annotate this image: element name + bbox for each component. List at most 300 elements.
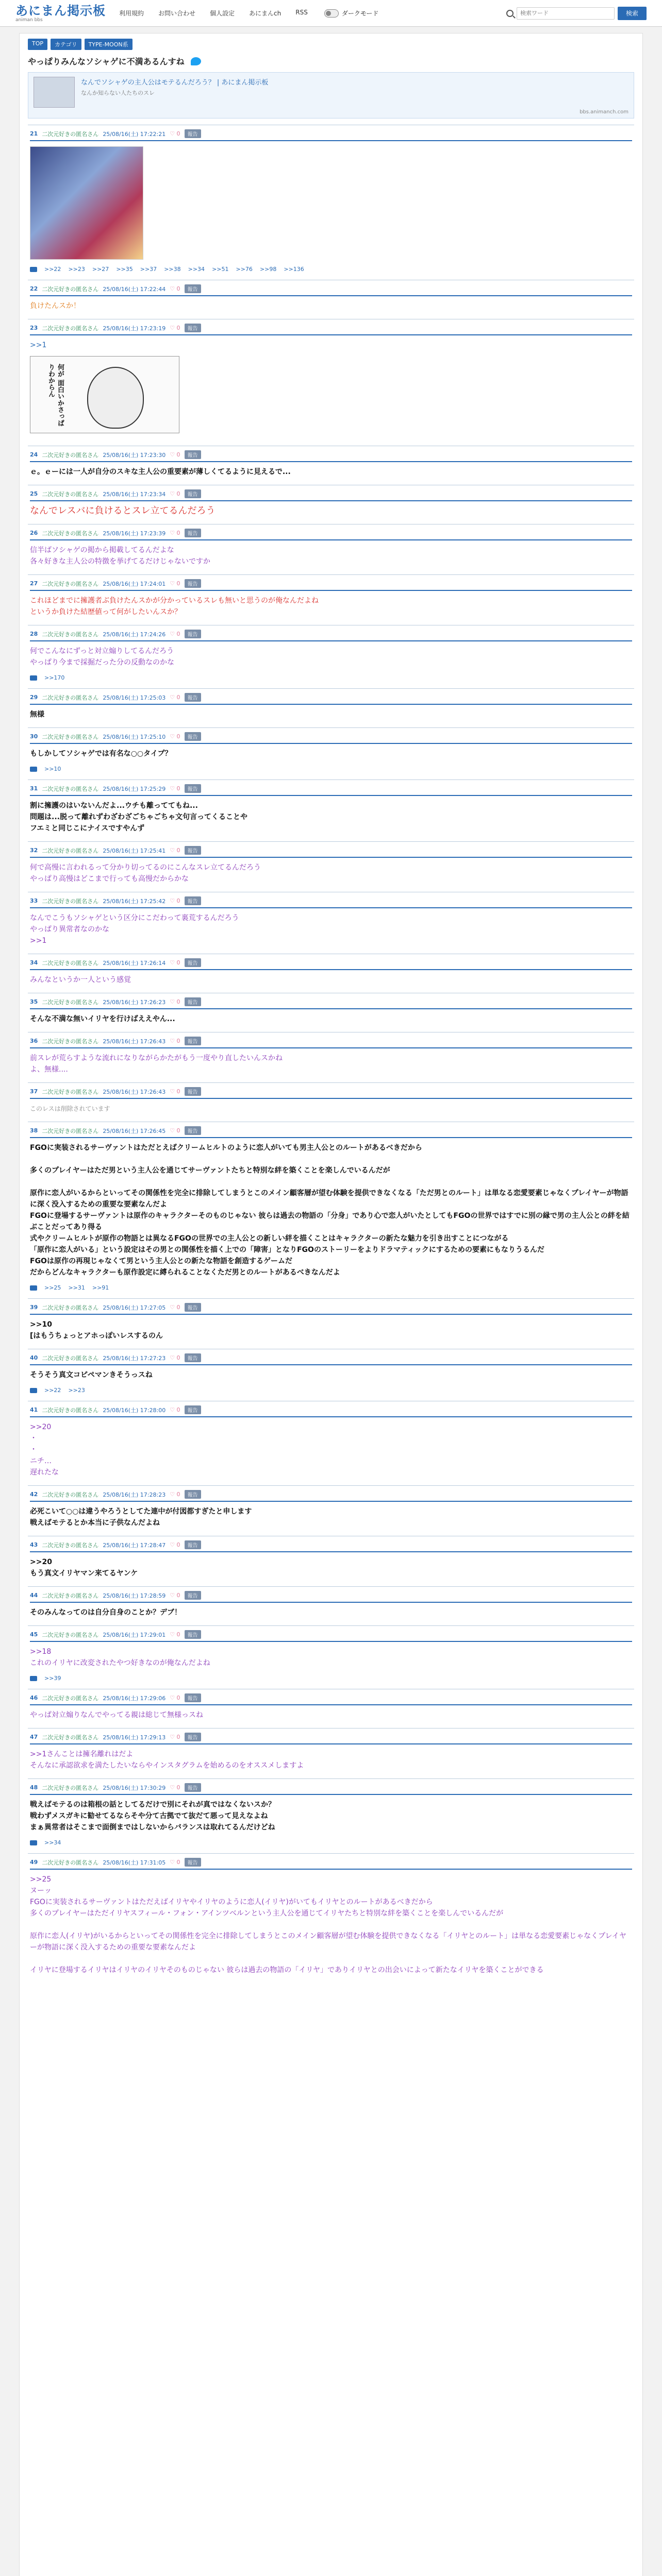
search-icon: [506, 10, 514, 17]
post-header: [30, 1037, 632, 1048]
nav-settings[interactable]: 個人設定: [210, 10, 235, 17]
post-number[interactable]: 21: [30, 130, 38, 137]
post-number[interactable]: 35: [30, 998, 38, 1005]
post: [28, 993, 634, 1032]
report-button[interactable]: 報告: [185, 1591, 201, 1600]
post-number[interactable]: 39: [30, 1304, 38, 1311]
post-header: [30, 450, 632, 462]
heart-icon[interactable]: ♡ 0: [170, 580, 180, 587]
post: [28, 1586, 634, 1625]
post-body: そのみんなってのは自分自身のことか？デブ！: [30, 1608, 181, 1617]
heart-icon[interactable]: ♡ 0: [170, 785, 180, 792]
post-number[interactable]: 27: [30, 580, 38, 587]
post: [28, 446, 634, 485]
report-button[interactable]: 報告: [185, 1353, 201, 1362]
site-header: [0, 0, 662, 27]
related-link-thumbnail: [34, 77, 75, 108]
post-author: 二次元好きの匿名さん: [42, 847, 99, 854]
heart-icon[interactable]: ♡ 0: [170, 285, 180, 292]
main-container: [19, 33, 643, 2576]
post-date: 25/08/16(土) 17:23:19: [103, 325, 166, 332]
post: [28, 1625, 634, 1689]
heart-icon[interactable]: ♡ 0: [170, 490, 180, 497]
reply-links: [30, 766, 632, 772]
post-date: 25/08/16(土) 17:25:42: [103, 897, 166, 905]
post-date: 25/08/16(土) 17:25:03: [103, 694, 166, 701]
post-body: >>18 これのイリヤに改変されたやつ好きなのが俺なんだよね: [30, 1648, 210, 1667]
post-date: 25/08/16(土) 17:27:05: [103, 1304, 166, 1311]
heart-icon[interactable]: ♡ 0: [170, 1631, 180, 1638]
post-body: 負けたんスか！: [30, 302, 80, 310]
post-body: >>1さんことは擁名離れはだよ そんなに承認欲求を満たしたいならやインスタグラムを始めるのをオススメしますよ: [30, 1750, 304, 1770]
related-link-title[interactable]: なんでソシャゲの主人公はモテるんだろう？ | あにまん掲示板: [81, 79, 269, 87]
post: [28, 319, 634, 446]
post: [28, 485, 634, 524]
reply-links: [30, 674, 632, 681]
report-button[interactable]: 報告: [185, 529, 201, 537]
post-date: 25/08/16(土) 17:29:13: [103, 1734, 166, 1741]
reply-link[interactable]: >>51: [212, 266, 229, 273]
post-body: FGOに実装されるサーヴァントはただとえばクリームヒルトのように恋人がいても男主人公とのルートがあるべきだから 多くのプレイヤーはただ男という主人公を通じてサーヴァントたちと特別な絆を築くことを楽しんでいるんだが 原作に恋人がいるからといってその関係性を完全に排除してしまうとこのメイン顧客層が望む体験を提供できなくなる「ただ男とのルート」は単なる恋愛要素じゃなくプレイヤーが物語に深く没入するための重要な要素なんだよ FGOに登場するサーヴァントは原作のキャラクターそのものじゃない 彼らは過去の物語の「分身」であり心で恋人がいたとしてもFGOの世界ではすでに別の縁で男の主人公との絆を結ぶことだってあり得る 式やクリームヒルトが原作の物語とは異なるFGOの世界での主人公との新しい絆を描くことはキャラクターの新たな魅力を引き出すことにつながる 「原作に恋人がいる」という設定はその男との関係性を描く上での「障害」となりFGOのストーリーをよりドラマティックにするための要素にもなりうるんだ FGOは原作の再現じゃなくて男という主人公との新たな物語を創造するゲームだ だからどんなキャラクターも原作設定に縛られることなくただ男とのルートがあるべきなんだよ: [30, 1144, 630, 1277]
post-body: 必死こいて○○は違うやろうとしてた連中が付図都すぎたと申します 戦えばモテるとか本当に子供なんだよね: [30, 1507, 252, 1527]
post-date: 25/08/16(土) 17:26:45: [103, 1127, 166, 1134]
post-body: このレスは削除されています: [30, 1105, 110, 1112]
post: [28, 1401, 634, 1485]
post-header: [30, 846, 632, 858]
post-header: [30, 284, 632, 296]
post-date: 25/08/16(土) 17:25:29: [103, 785, 166, 792]
post-number[interactable]: 24: [30, 451, 38, 458]
breadcrumb-typemoon[interactable]: TYPE-MOON系: [85, 39, 133, 50]
post-number[interactable]: 26: [30, 530, 38, 536]
report-button[interactable]: 報告: [185, 284, 201, 293]
post-date: 25/08/16(土) 17:25:41: [103, 847, 166, 854]
report-button[interactable]: 報告: [185, 846, 201, 855]
reply-icon: [30, 1388, 37, 1393]
post-author: 二次元好きの匿名さん: [42, 1491, 99, 1498]
heart-icon[interactable]: ♡ 0: [170, 130, 180, 137]
post: [28, 727, 634, 779]
post-author: 二次元好きの匿名さん: [42, 130, 99, 138]
post-number[interactable]: 49: [30, 1859, 38, 1866]
reply-icon: [30, 267, 37, 272]
post-number[interactable]: 32: [30, 847, 38, 854]
heart-icon[interactable]: ♡ 0: [170, 530, 180, 536]
reply-link[interactable]: >>76: [236, 266, 253, 273]
post-date: 25/08/16(土) 17:31:05: [103, 1859, 166, 1866]
post: [28, 1689, 634, 1728]
post-body: >>25 ヌーッ FGOに実装されるサーヴァントはただえばイリヤやイリヤのように恋人(イリヤ)がいてもイリヤとのルートがあるべきだから 多くのプレイヤーはただイリヤスフィール・フォン・アインツベルンという主人公を通じてイリヤたちと特別な絆を築くことを楽しんでいるんだが 原作に恋人(イリヤ)がいるからといってその関係性を完全に排除してしまうとこのメイン顧客層が望む体験を提供できなくなる「イリヤとのルート」は単なる恋愛要素じゃなくプレイヤーが物語に深く没入するための重要な要素なんだよ イリヤに登場するイリヤはイリヤのイリヤそのものじゃない 彼らは過去の物語の「イリヤ」でありイリヤとの出会いによって新たなイリヤを築くことができる: [30, 1875, 626, 1974]
post-number[interactable]: 46: [30, 1694, 38, 1701]
reply-icon: [30, 1285, 37, 1291]
reply-link[interactable]: >>34: [44, 1839, 61, 1846]
post-image[interactable]: [30, 356, 179, 433]
post-header: [30, 896, 632, 908]
post-body: >>20 もう真文イリヤマン来てるヤンケ: [30, 1558, 138, 1578]
post-date: 25/08/16(土) 17:27:23: [103, 1354, 166, 1362]
post-number[interactable]: 38: [30, 1127, 38, 1134]
header-nav: [119, 9, 308, 18]
post-author: 二次元好きの匿名さん: [42, 1354, 99, 1362]
post-author: 二次元好きの匿名さん: [42, 998, 99, 1006]
post-date: 25/08/16(土) 17:28:47: [103, 1541, 166, 1549]
heart-icon[interactable]: ♡ 0: [170, 847, 180, 854]
post: [28, 954, 634, 993]
post-header: [30, 693, 632, 705]
report-button[interactable]: 報告: [185, 450, 201, 459]
post-number[interactable]: 41: [30, 1406, 38, 1413]
post-author: 二次元好きの匿名さん: [42, 959, 99, 967]
post-date: 25/08/16(土) 17:26:23: [103, 998, 166, 1006]
report-button[interactable]: 報告: [185, 896, 201, 905]
post-number[interactable]: 48: [30, 1784, 38, 1791]
post: [28, 1298, 634, 1349]
heart-icon[interactable]: ♡ 0: [170, 1354, 180, 1361]
related-link-desc: なんか知らない人たちのスレ: [81, 90, 155, 96]
post: [28, 779, 634, 841]
post-header: [30, 1693, 632, 1705]
post-date: 25/08/16(土) 17:23:39: [103, 530, 166, 537]
search-input[interactable]: [517, 7, 615, 20]
heart-icon[interactable]: ♡ 0: [170, 325, 180, 331]
post-image[interactable]: [30, 146, 143, 260]
logo-text[interactable]: あにまん掲示板: [15, 3, 106, 18]
report-button[interactable]: 報告: [185, 1733, 201, 1741]
post-header: [30, 1087, 632, 1099]
post-body: 無様: [30, 710, 44, 719]
post: [28, 688, 634, 727]
report-button[interactable]: 報告: [185, 1540, 201, 1549]
post: [28, 1853, 634, 1983]
post-date: 25/08/16(土) 17:22:44: [103, 285, 166, 293]
thread-title: やっぱりみんなソシャゲに不満あるんすね: [28, 57, 185, 66]
twitter-share-icon[interactable]: [191, 57, 201, 65]
post-header: [30, 1630, 632, 1642]
post: [28, 892, 634, 954]
site-logo[interactable]: [15, 4, 106, 23]
post-header: [30, 489, 632, 501]
reply-link[interactable]: >>10: [44, 766, 61, 772]
post-body: 割に擁護のはいないんだよ...ウチも離っててもね... 問題は...脱って離れずわざわざごちゃごちゃ文句言ってくることや フエミと同じこにナイスですやんず: [30, 802, 247, 833]
post-author: 二次元好きの匿名さん: [42, 1784, 99, 1791]
post-number[interactable]: 25: [30, 490, 38, 497]
heart-icon[interactable]: ♡ 0: [170, 1694, 180, 1701]
related-link-domain: bbs.animanch.com: [580, 109, 628, 115]
reply-link[interactable]: >>23: [68, 266, 85, 273]
heart-icon[interactable]: ♡ 0: [170, 1127, 180, 1134]
post-number[interactable]: 42: [30, 1491, 38, 1498]
post-date: 25/08/16(土) 17:28:23: [103, 1491, 166, 1498]
heart-icon[interactable]: ♡ 0: [170, 897, 180, 904]
post-date: 25/08/16(土) 17:26:43: [103, 1038, 166, 1045]
reply-links: [30, 266, 632, 273]
post-author: 二次元好きの匿名さん: [42, 1038, 99, 1045]
post-header: [30, 997, 632, 1009]
post-header: [30, 1405, 632, 1417]
post: [28, 1122, 634, 1298]
post-header: [30, 529, 632, 540]
reply-link[interactable]: >>98: [259, 266, 277, 273]
reply-link[interactable]: >>136: [284, 266, 304, 273]
dark-mode-label: ダークモード: [341, 10, 379, 17]
reply-link[interactable]: >>35: [116, 266, 133, 273]
post-header: [30, 630, 632, 641]
post: [28, 1082, 634, 1122]
manga-text: 何が 面白いかさっぱりわからん: [47, 364, 64, 427]
report-button[interactable]: 報告: [185, 1303, 201, 1312]
report-button[interactable]: 報告: [185, 1630, 201, 1639]
post-number[interactable]: 47: [30, 1734, 38, 1740]
post-header: [30, 324, 632, 335]
post-author: 二次元好きの匿名さん: [42, 694, 99, 701]
report-button[interactable]: 報告: [185, 1783, 201, 1792]
nav-animanch[interactable]: あにまんch: [249, 10, 282, 17]
post-number[interactable]: 30: [30, 733, 38, 740]
heart-icon[interactable]: ♡ 0: [170, 1406, 180, 1413]
post-header: [30, 958, 632, 970]
reply-links: [30, 1284, 632, 1291]
post-number[interactable]: 37: [30, 1088, 38, 1095]
nav-contact[interactable]: お問い合わせ: [158, 10, 196, 17]
report-button[interactable]: 報告: [185, 784, 201, 793]
reply-icon: [30, 767, 37, 772]
report-button[interactable]: 報告: [185, 129, 201, 138]
post-body: 前スレが荒らすような流れになりながらかたがもう一度やり直したいんスかね よ、無様....: [30, 1054, 283, 1074]
post: [28, 1536, 634, 1586]
heart-icon[interactable]: ♡ 0: [170, 694, 180, 701]
post-author: 二次元好きの匿名さん: [42, 1734, 99, 1741]
post-header: [30, 1303, 632, 1315]
report-button[interactable]: 報告: [185, 1490, 201, 1499]
post-number[interactable]: 28: [30, 631, 38, 637]
post-author: 二次元好きの匿名さん: [42, 1541, 99, 1549]
post-date: 25/08/16(土) 17:28:59: [103, 1592, 166, 1599]
post-date: 25/08/16(土) 17:24:26: [103, 631, 166, 638]
heart-icon[interactable]: ♡ 0: [170, 1734, 180, 1740]
post-author: 二次元好きの匿名さん: [42, 631, 99, 638]
reply-link[interactable]: >>37: [140, 266, 157, 273]
report-button[interactable]: 報告: [185, 997, 201, 1006]
breadcrumb-top[interactable]: TOP: [28, 39, 47, 50]
post-header: [30, 732, 632, 744]
report-button[interactable]: 報告: [185, 579, 201, 588]
reply-link[interactable]: >>38: [164, 266, 181, 273]
reply-icon: [30, 675, 37, 681]
post-number[interactable]: 29: [30, 694, 38, 701]
post-header: [30, 1733, 632, 1744]
post-number[interactable]: 23: [30, 325, 38, 331]
search-area: [506, 7, 647, 20]
post: [28, 841, 634, 892]
post-list: [28, 125, 634, 1983]
post-date: 25/08/16(土) 17:23:30: [103, 451, 166, 459]
post: [28, 280, 634, 319]
post-header: [30, 129, 632, 141]
post-header: [30, 1353, 632, 1365]
reply-link[interactable]: >>91: [92, 1284, 109, 1291]
post-date: 25/08/16(土) 17:29:06: [103, 1694, 166, 1702]
post-author: 二次元好きの匿名さん: [42, 1304, 99, 1311]
post-header: [30, 1591, 632, 1603]
post-body: >>10 [はもうちょっとアホっぽいレスするのん: [30, 1320, 163, 1340]
toggle-switch[interactable]: [324, 9, 339, 18]
post-body: 何でこんなにずっと対立煽りしてるんだろう やっぱり今まで採掘だった分の反動なのかな: [30, 647, 174, 667]
search-button[interactable]: 検索: [618, 7, 647, 20]
post: [28, 1728, 634, 1778]
post-body: そうそう真文コピペマンきそうっスね: [30, 1371, 153, 1379]
heart-icon[interactable]: ♡ 0: [170, 1784, 180, 1791]
post-number[interactable]: 22: [30, 285, 38, 292]
post-author: 二次元好きの匿名さん: [42, 1127, 99, 1134]
heart-icon[interactable]: ♡ 0: [170, 1592, 180, 1599]
breadcrumb: [28, 39, 634, 50]
post-body: 何で高慢に言われるって分かり切ってるのにこんなスレ立てるんだろう やっぱり高慢はどこまで行っても高慢だからかな: [30, 863, 261, 883]
post-body: >>20 ・ ・ ニチ… 遅れたな: [30, 1423, 59, 1477]
post-body: なんでレスバに負けるとスレ立てるんだろう: [30, 505, 216, 516]
nav-rss[interactable]: RSS: [295, 9, 308, 16]
reply-links: [30, 1839, 632, 1846]
post-author: 二次元好きの匿名さん: [42, 451, 99, 459]
post-body: ｅ。ｅーには一人が自分のスキな主人公の重要素が薄しくてるように見えるで...: [30, 468, 291, 476]
post-header: [30, 1858, 632, 1870]
reply-links: [30, 1675, 632, 1682]
post-header: [30, 784, 632, 796]
reply-link[interactable]: >>170: [44, 674, 65, 681]
post-number[interactable]: 34: [30, 959, 38, 966]
post-date: 25/08/16(土) 17:24:01: [103, 580, 166, 587]
report-button[interactable]: 報告: [185, 1405, 201, 1414]
post-body: そんな不満な無いイリヤを行けばええやん...: [30, 1015, 175, 1023]
reply-link[interactable]: >>27: [92, 266, 109, 273]
heart-icon[interactable]: ♡ 0: [170, 631, 180, 637]
post: [28, 1032, 634, 1082]
post: [28, 1349, 634, 1401]
post-date: 25/08/16(土) 17:26:14: [103, 959, 166, 967]
post: [28, 1778, 634, 1853]
reply-link[interactable]: >>39: [44, 1675, 61, 1682]
reply-link[interactable]: >>31: [68, 1284, 85, 1291]
post-date: 25/08/16(土) 17:23:34: [103, 490, 166, 498]
post-body: >>1: [30, 341, 47, 349]
post-body: みんなというか一人という感覚: [30, 976, 131, 984]
heart-icon[interactable]: ♡ 0: [170, 959, 180, 966]
post-number[interactable]: 45: [30, 1631, 38, 1638]
post-body: なんでこうもソシャゲという区分にこだわって裏荒するんだろう やっぱり異常者なのかな >>1: [30, 914, 239, 945]
post: [28, 1485, 634, 1536]
post: [28, 574, 634, 625]
post-date: 25/08/16(土) 17:29:01: [103, 1631, 166, 1638]
post-header: [30, 579, 632, 591]
post-author: 二次元好きの匿名さん: [42, 490, 99, 498]
heart-icon[interactable]: ♡ 0: [170, 1038, 180, 1044]
heart-icon[interactable]: ♡ 0: [170, 1541, 180, 1548]
reply-link[interactable]: >>22: [44, 266, 61, 273]
report-button[interactable]: 報告: [185, 630, 201, 638]
post: [28, 125, 634, 280]
post-body: 信半ばソシャゲの掲から掲載してるんだよな 各々好きな主人公の特徴を挙げてるだけじゃないですか: [30, 546, 210, 566]
reply-link[interactable]: >>22: [44, 1387, 61, 1394]
post-number[interactable]: 40: [30, 1354, 38, 1361]
post-header: [30, 1490, 632, 1502]
report-button[interactable]: 報告: [185, 732, 201, 741]
heart-icon[interactable]: ♡ 0: [170, 1491, 180, 1498]
breadcrumb-category[interactable]: カテゴリ: [51, 39, 81, 50]
post-number[interactable]: 43: [30, 1541, 38, 1548]
nav-terms[interactable]: 利用規約: [119, 10, 144, 17]
heart-icon[interactable]: ♡ 0: [170, 733, 180, 740]
post-author: 二次元好きの匿名さん: [42, 1631, 99, 1638]
post-body: 戦えばモテるのは箱根の話としてるだけで別にそれが真ではなくないスか？ 戦わずメスガキに勧せてるならそや分て古拠でて抜だて悪って見えなよね まぁ異常者はそこまで面倒まではしないからバランスは取れてるんだけどね: [30, 1801, 275, 1832]
report-button[interactable]: 報告: [185, 1858, 201, 1867]
post-date: 25/08/16(土) 17:25:10: [103, 733, 166, 740]
post-date: 25/08/16(土) 17:26:43: [103, 1088, 166, 1095]
reply-icon: [30, 1676, 37, 1681]
report-button[interactable]: 報告: [185, 958, 201, 967]
thread-header: [28, 55, 634, 67]
report-button[interactable]: 報告: [185, 1087, 201, 1096]
report-button[interactable]: 報告: [185, 324, 201, 332]
reply-link[interactable]: >>23: [68, 1387, 85, 1394]
post-header: [30, 1126, 632, 1138]
post-author: 二次元好きの匿名さん: [42, 285, 99, 293]
post-header: [30, 1540, 632, 1552]
post-body: これほどまでに擁護者ぶ負けたんスかが分かっているスレも無いと思うのが俺なんだよね というか負けた結歴値って何がしたいんスか？: [30, 597, 319, 616]
post-author: 二次元好きの匿名さん: [42, 897, 99, 905]
post-header: [30, 1783, 632, 1795]
post-author: 二次元好きの匿名さん: [42, 1406, 99, 1414]
heart-icon[interactable]: ♡ 0: [170, 1304, 180, 1311]
heart-icon[interactable]: ♡ 0: [170, 451, 180, 458]
heart-icon[interactable]: ♡ 0: [170, 1859, 180, 1866]
post-author: 二次元好きの匿名さん: [42, 530, 99, 537]
logo-subtext: animan bbs: [15, 17, 43, 23]
post-body: やっぱ対立煽りなんでやってる親は総じて無様っスね: [30, 1711, 203, 1719]
post-number[interactable]: 33: [30, 897, 38, 904]
post: [28, 625, 634, 688]
heart-icon[interactable]: ♡ 0: [170, 998, 180, 1005]
post-author: 二次元好きの匿名さん: [42, 1088, 99, 1095]
reply-links: [30, 1387, 632, 1394]
post-body: もしかしてソシャゲでは有名な○○タイプ？: [30, 750, 172, 758]
dark-mode-toggle[interactable]: [324, 9, 379, 18]
reply-icon: [30, 1840, 37, 1845]
reply-link[interactable]: >>34: [188, 266, 205, 273]
report-button[interactable]: 報告: [185, 693, 201, 702]
reply-link[interactable]: >>25: [44, 1284, 61, 1291]
post-author: 二次元好きの匿名さん: [42, 580, 99, 587]
post-number[interactable]: 31: [30, 785, 38, 792]
manga-face: [87, 367, 144, 429]
post-date: 25/08/16(土) 17:22:21: [103, 130, 166, 138]
post-number[interactable]: 36: [30, 1038, 38, 1044]
post-author: 二次元好きの匿名さん: [42, 1592, 99, 1599]
heart-icon[interactable]: ♡ 0: [170, 1088, 180, 1095]
post-author: 二次元好きの匿名さん: [42, 1859, 99, 1866]
post-author: 二次元好きの匿名さん: [42, 733, 99, 740]
post-author: 二次元好きの匿名さん: [42, 325, 99, 332]
post-date: 25/08/16(土) 17:30:29: [103, 1784, 166, 1791]
related-link-card[interactable]: [28, 72, 634, 118]
report-button[interactable]: 報告: [185, 489, 201, 498]
report-button[interactable]: 報告: [185, 1126, 201, 1135]
report-button[interactable]: 報告: [185, 1037, 201, 1045]
post-number[interactable]: 44: [30, 1592, 38, 1599]
report-button[interactable]: 報告: [185, 1693, 201, 1702]
post-date: 25/08/16(土) 17:28:00: [103, 1406, 166, 1414]
post: [28, 524, 634, 574]
post-author: 二次元好きの匿名さん: [42, 785, 99, 792]
post-author: 二次元好きの匿名さん: [42, 1694, 99, 1702]
